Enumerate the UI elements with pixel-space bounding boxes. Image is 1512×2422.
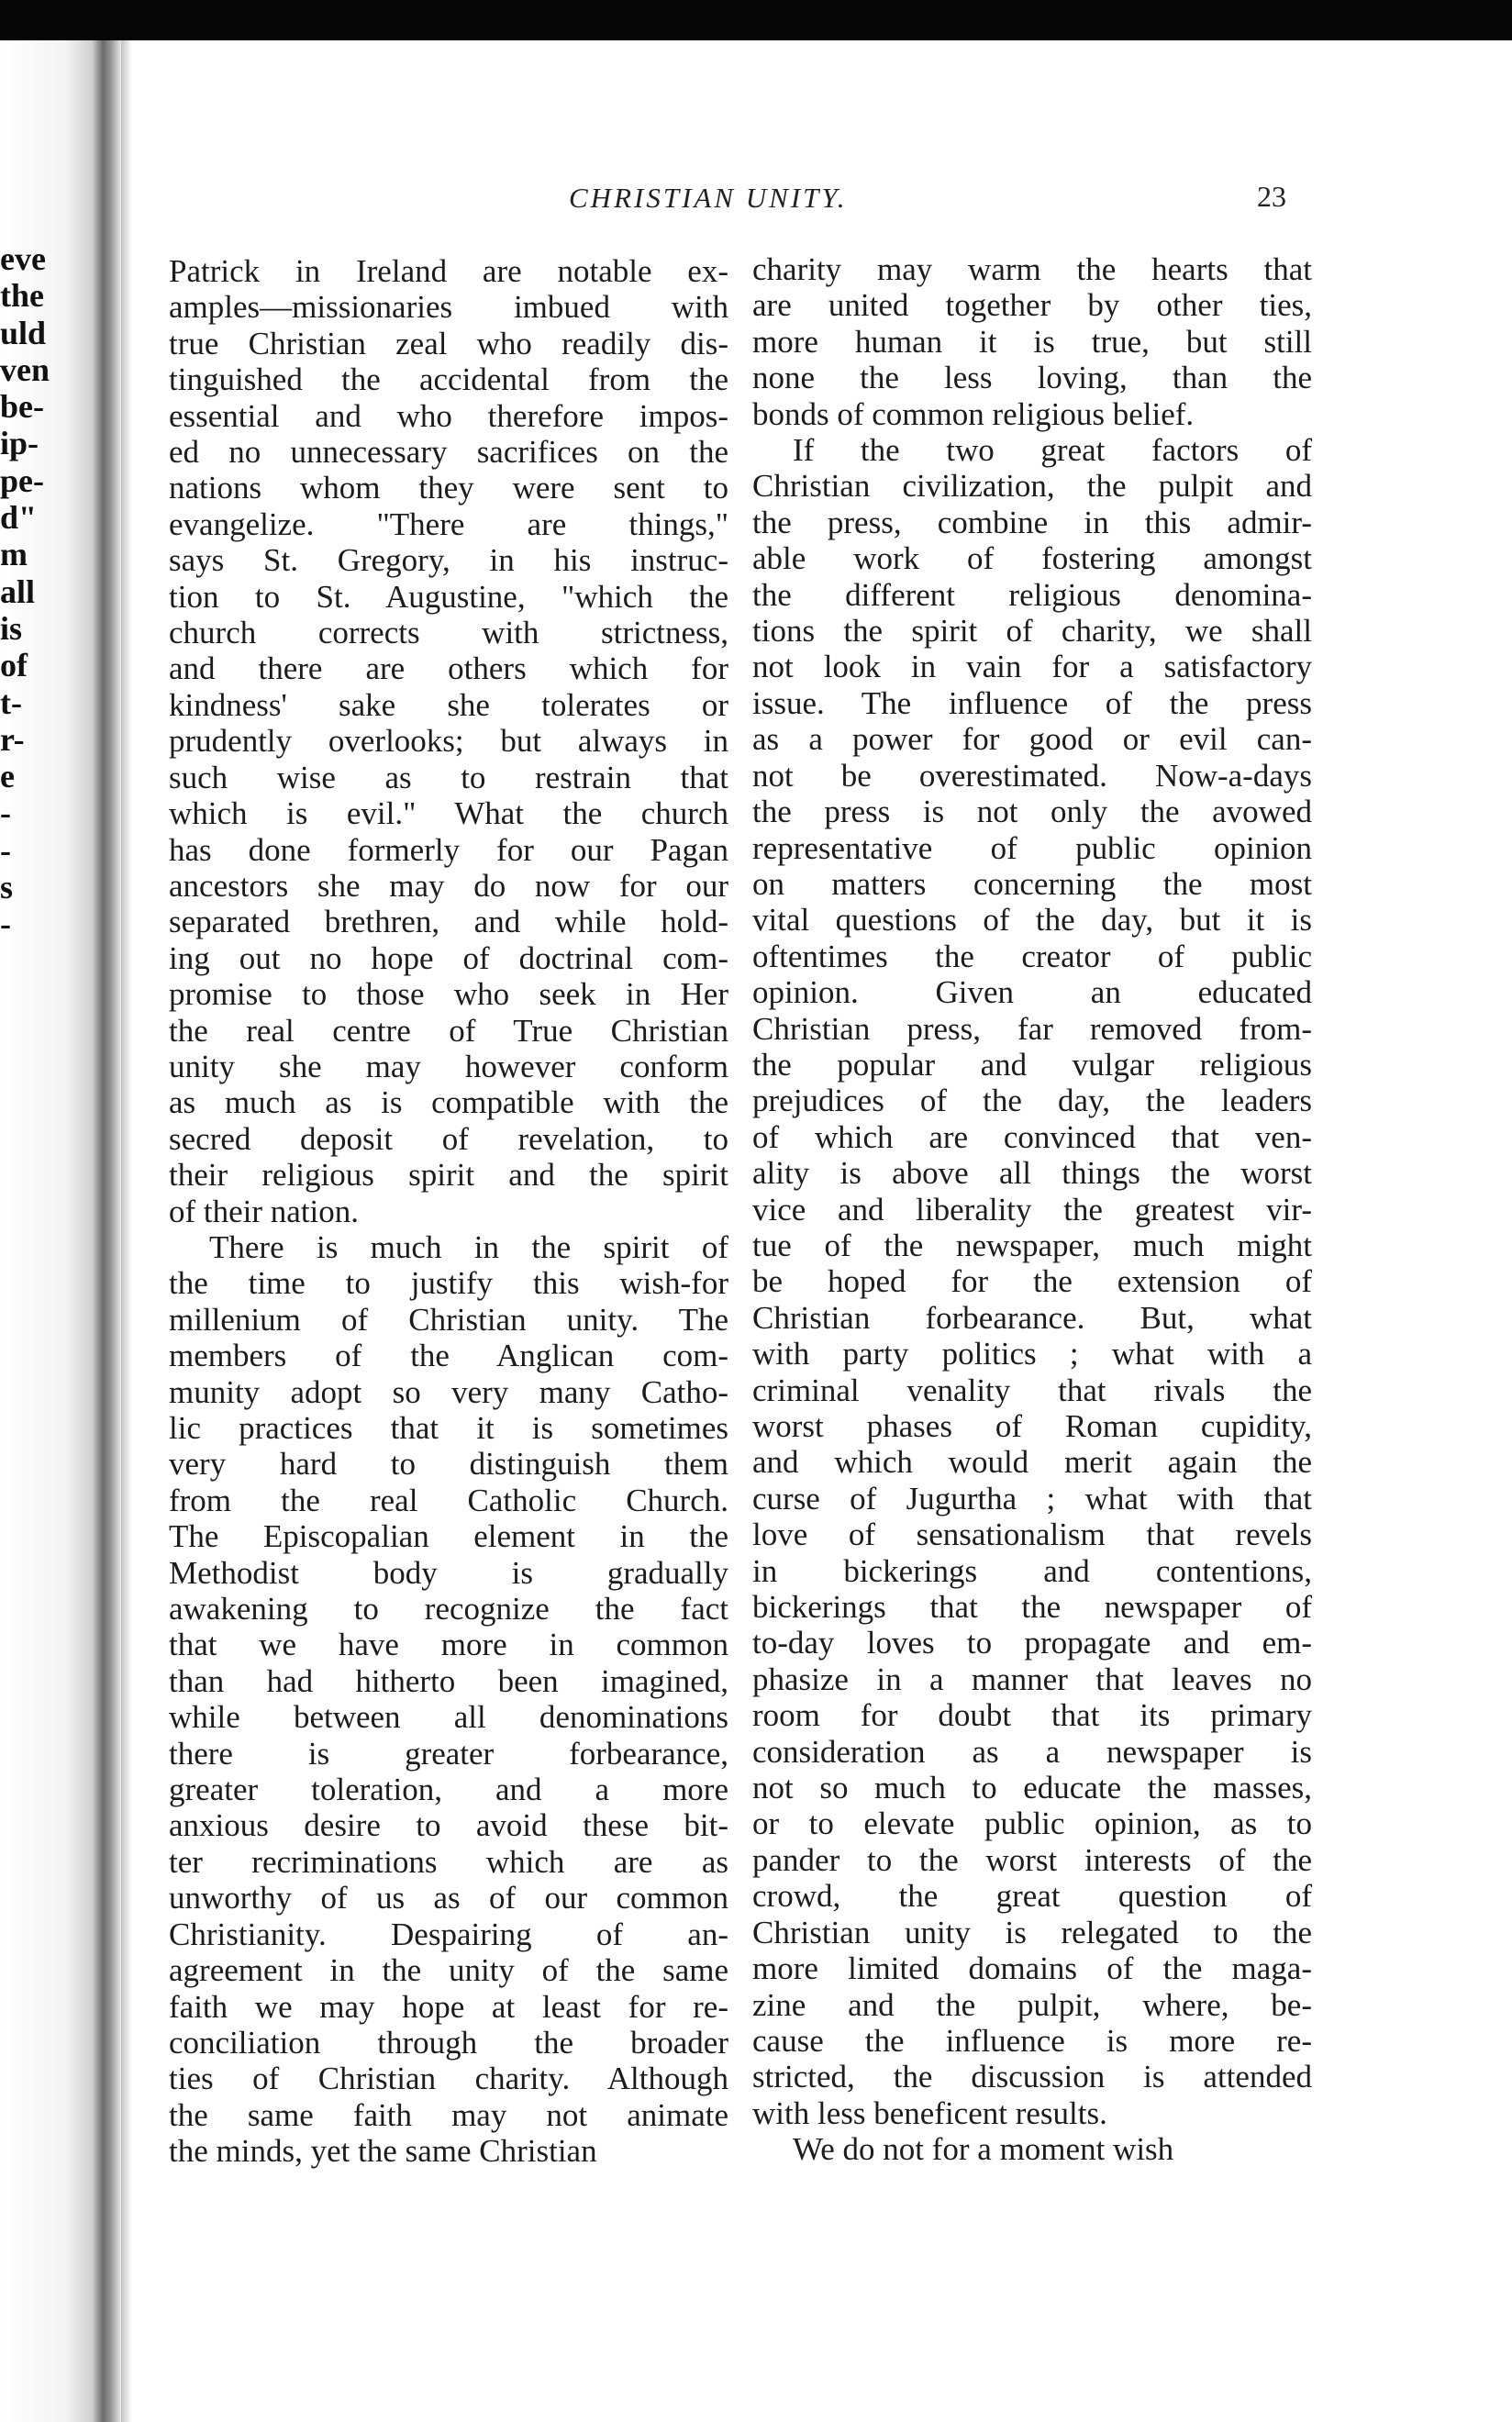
text-line: unity she may however conform xyxy=(169,1048,728,1084)
text-line: the same faith may not animate xyxy=(169,2096,728,2133)
scan-top-border xyxy=(0,0,1512,40)
text-line: such wise as to restrain that xyxy=(169,759,728,795)
text-line: room for doubt that its primary xyxy=(752,1697,1312,1734)
margin-fragment: the xyxy=(0,277,44,315)
text-line: the different religious denomina- xyxy=(752,576,1312,613)
text-line: of which are convinced that ven- xyxy=(752,1118,1312,1155)
text-line: says St. Gregory, in his instruc- xyxy=(169,542,728,579)
facing-page-margin-text xyxy=(0,240,55,943)
margin-fragment: e xyxy=(0,758,15,795)
text-line: anxious desire to avoid these bit- xyxy=(169,1807,728,1844)
text-line: as a power for good or evil can- xyxy=(752,721,1312,758)
text-line: the press, combine in this admir- xyxy=(752,504,1312,540)
text-line: ed no unnecessary sacrifices on the xyxy=(169,434,728,471)
text-line: from the real Catholic Church. xyxy=(169,1482,728,1518)
margin-fragment: s xyxy=(0,869,14,906)
margin-fragment: eve xyxy=(0,240,46,277)
text-line: the popular and vulgar religious xyxy=(752,1046,1312,1083)
text-line: are united together by other ties, xyxy=(752,287,1312,324)
text-line: on matters concerning the most xyxy=(752,865,1312,902)
margin-fragment: uld xyxy=(0,314,47,351)
right-column xyxy=(752,251,1312,2168)
text-line: lic practices that it is sometimes xyxy=(169,1410,728,1446)
left-column xyxy=(169,253,728,2170)
text-line: We do not for a moment wish xyxy=(793,2131,1174,2168)
text-line: vice and liberality the greatest vir- xyxy=(752,1191,1312,1228)
text-line: opinion. Given an educated xyxy=(752,974,1312,1011)
text-line: the time to justify this wish-for xyxy=(169,1265,728,1302)
text-line: agreement in the unity of the same xyxy=(169,1952,728,1989)
text-line: promise to those who seek in Her xyxy=(169,976,728,1013)
text-line: charity may warm the hearts that xyxy=(752,251,1312,287)
text-line: or to elevate public opinion, as to xyxy=(752,1805,1312,1842)
text-line: ing out no hope of doctrinal com- xyxy=(169,939,728,976)
margin-fragment: m xyxy=(0,536,28,573)
text-line: conciliation through the broader xyxy=(169,2024,728,2061)
text-line: Christianity. Despairing of an- xyxy=(169,1916,728,1952)
text-line: Patrick in Ireland are notable ex- xyxy=(169,253,728,289)
margin-fragment: - xyxy=(0,794,11,832)
text-line: as much as is compatible with the xyxy=(169,1084,728,1121)
text-line: Christian civilization, the pulpit and xyxy=(752,468,1312,505)
text-line: phasize in a manner that leaves no xyxy=(752,1661,1312,1697)
binding-shadow xyxy=(121,40,132,2422)
text-line: prudently overlooks; but always in xyxy=(169,723,728,760)
margin-fragment: - xyxy=(0,831,11,869)
text-line: secred deposit of revelation, to xyxy=(169,1120,728,1157)
text-line: which is evil." What the church xyxy=(169,795,728,832)
text-line: to-day loves to propagate and em- xyxy=(752,1625,1312,1661)
text-line: evangelize. "There are things," xyxy=(169,506,728,542)
text-line: and there are others which for xyxy=(169,650,728,687)
text-line: the minds, yet the same Christian xyxy=(169,2133,597,2170)
text-line: not be overestimated. Now-a-days xyxy=(752,757,1312,794)
text-line: love of sensationalism that revels xyxy=(752,1517,1312,1553)
text-line: with party politics ; what with a xyxy=(752,1336,1312,1372)
text-line: able work of fostering amongst xyxy=(752,540,1312,577)
text-line: prejudices of the day, the leaders xyxy=(752,1083,1312,1119)
text-line: and which would merit again the xyxy=(752,1444,1312,1481)
text-line: amples—missionaries imbued with xyxy=(169,289,728,326)
text-line: true Christian zeal who readily dis- xyxy=(169,325,728,361)
text-line: Christian forbearance. But, what xyxy=(752,1299,1312,1336)
text-line: curse of Jugurtha ; what with that xyxy=(752,1480,1312,1517)
text-line: tion to St. Augustine, "which the xyxy=(169,578,728,615)
text-line: members of the Anglican com- xyxy=(169,1338,728,1374)
margin-fragment: of xyxy=(0,647,28,684)
text-line: ality is above all things the worst xyxy=(752,1155,1312,1192)
text-line: ancestors she may do now for our xyxy=(169,867,728,904)
text-line: vital questions of the day, but it is xyxy=(752,902,1312,939)
text-line: worst phases of Roman cupidity, xyxy=(752,1408,1312,1444)
text-line: their religious spirit and the spirit xyxy=(169,1157,728,1194)
text-line: greater toleration, and a more xyxy=(169,1772,728,1808)
text-line: separated brethren, and while hold- xyxy=(169,904,728,940)
text-line: criminal venality that rivals the xyxy=(752,1372,1312,1408)
margin-fragment: ven xyxy=(0,350,50,388)
text-line: more human it is true, but still xyxy=(752,323,1312,360)
running-head: CHRISTIAN UNITY. xyxy=(569,182,848,214)
text-line: representative of public opinion xyxy=(752,829,1312,866)
text-line: Methodist body is gradually xyxy=(169,1554,728,1591)
text-line: nations whom they were sent to xyxy=(169,470,728,506)
text-line: Christian press, far removed from- xyxy=(752,1010,1312,1047)
text-line: stricted, the discussion is attended xyxy=(752,2059,1312,2095)
text-line: church corrects with strictness, xyxy=(169,615,728,651)
text-line: pander to the worst interests of the xyxy=(752,1841,1312,1878)
margin-fragment: r- xyxy=(0,720,25,758)
text-line: in bickerings and contentions, xyxy=(752,1552,1312,1589)
margin-fragment: pe- xyxy=(0,461,44,499)
text-line: awakening to recognize the fact xyxy=(169,1591,728,1628)
text-line: none the less loving, than the xyxy=(752,360,1312,396)
text-line: has done formerly for our Pagan xyxy=(169,831,728,868)
text-line: oftentimes the creator of public xyxy=(752,938,1312,974)
text-line: ter recriminations which are as xyxy=(169,1843,728,1880)
text-line: munity adopt so very many Catho- xyxy=(169,1373,728,1410)
margin-fragment: d" xyxy=(0,499,38,537)
margin-fragment: is xyxy=(0,609,23,647)
text-line: essential and who therefore impos- xyxy=(169,397,728,434)
text-line: cause the influence is more re- xyxy=(752,2022,1312,2059)
text-line: not look in vain for a satisfactory xyxy=(752,649,1312,685)
text-line: there is greater forbearance, xyxy=(169,1735,728,1772)
text-line: than had hitherto been imagined, xyxy=(169,1662,728,1699)
text-line: Christian unity is relegated to the xyxy=(752,1914,1312,1950)
text-line: tinguished the accidental from the xyxy=(169,361,728,398)
text-line: while between all denominations xyxy=(169,1699,728,1736)
page-number: 23 xyxy=(1257,180,1286,213)
text-line: the real centre of True Christian xyxy=(169,1012,728,1049)
text-line: consideration as a newspaper is xyxy=(752,1733,1312,1770)
text-line: the press is not only the avowed xyxy=(752,794,1312,830)
text-line: There is much in the spirit of xyxy=(209,1228,728,1265)
text-line: of their nation. xyxy=(169,1193,360,1229)
text-line: issue. The influence of the press xyxy=(752,684,1312,721)
text-line: be hoped for the extension of xyxy=(752,1263,1312,1300)
margin-fragment: t- xyxy=(0,683,22,721)
text-line: that we have more in common xyxy=(169,1627,728,1663)
margin-fragment: all xyxy=(0,572,36,610)
text-line: If the two great factors of xyxy=(793,432,1312,469)
text-line: unworthy of us as of our common xyxy=(169,1880,728,1916)
text-line: bonds of common religious belief. xyxy=(752,395,1195,432)
text-line: The Episcopalian element in the xyxy=(169,1518,728,1555)
text-line: tue of the newspaper, much might xyxy=(752,1227,1312,1263)
text-line: kindness' sake she tolerates or xyxy=(169,686,728,723)
text-line: faith we may hope at least for re- xyxy=(169,1988,728,2025)
margin-fragment: - xyxy=(0,905,11,943)
margin-fragment: ip- xyxy=(0,425,39,462)
text-line: millenium of Christian unity. The xyxy=(169,1301,728,1338)
text-line: crowd, the great question of xyxy=(752,1878,1312,1915)
text-line: zine and the pulpit, where, be- xyxy=(752,1986,1312,2023)
text-line: tions the spirit of charity, we shall xyxy=(752,613,1312,650)
text-line: not so much to educate the masses, xyxy=(752,1770,1312,1806)
text-line: bickerings that the newspaper of xyxy=(752,1589,1312,1626)
text-line: very hard to distinguish them xyxy=(169,1446,728,1483)
text-line: with less beneficent results. xyxy=(752,2094,1107,2131)
text-line: more limited domains of the maga- xyxy=(752,1950,1312,1987)
text-line: ties of Christian charity. Although xyxy=(169,2061,728,2097)
margin-fragment: be- xyxy=(0,388,44,426)
